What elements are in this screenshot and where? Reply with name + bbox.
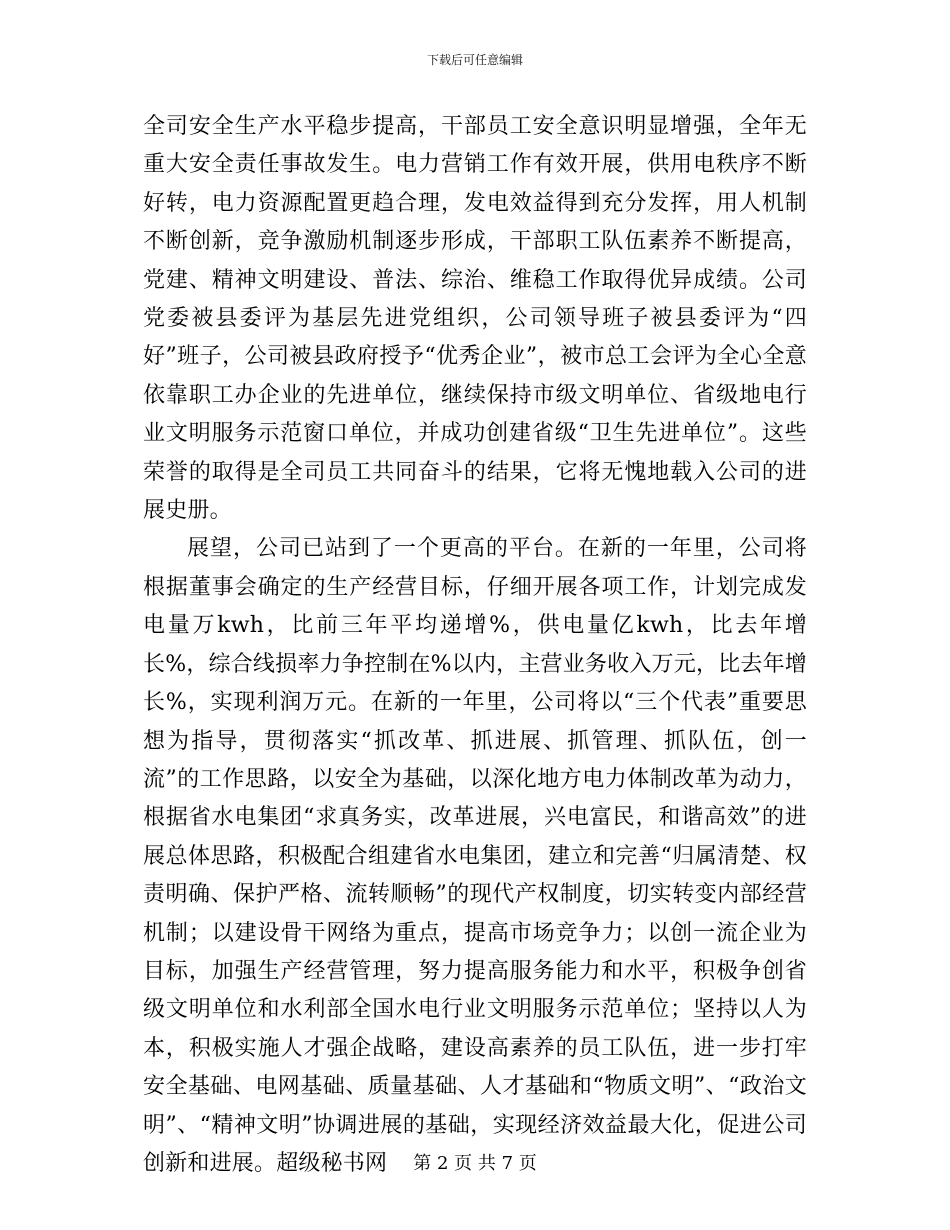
paragraph-outlook: 展望，公司已站到了一个更高的平台。在新的一年里，公司将根据董事会确定的生产经营目标，仔细开展各项工作，计划完成发电量万kwh，比前三年平均递增%，供电量亿kwh，比去年增长%，综合线损率力争控制在%以内，主营业务收入万元，比去年增长%，实现利润万元。在新的一年里，公司将以“三个代表”重要思想为指导，贯彻落实“抓改革、抓进展、抓管理、抓队伍，创一流”的工作思路，以安全为基础，以深化地方电力体制改革为动力，根据省水电集团“求真务实，改革进展，兴电富民，和谐高效”的进展总体思路，积极配合组建省水电集团，建立和完善“归属清楚、权责明确、保护严格、流转顺畅”的现代产权制度，切实转变内部经营机制；以建设骨干网络为重点，提高市场竞争力；以创一流企业为目标，加强生产经营管理，努力提高服务能力和水平，积极争创省级文明单位和水利部全国水电行业文明服务示范单位；坚持以人为本，积极实施人才强企战略，建设高素养的员工队伍，进一步打牢安全基础、电网基础、质量基础、人才基础和“物质文明”、“政治文明”、“精神文明”协调进展的基础，实现经济效益最大化，促进公司创新和进展。超级秘书网 <box>143 536 807 1176</box>
document-body <box>143 108 807 1183</box>
page-header-note: 下载后可任意编辑 <box>426 53 523 67</box>
paragraph-continued: 全司安全生产水平稳步提高，干部员工安全意识明显增强，全年无重大安全责任事故发生。电力营销工作有效开展，供用电秩序不断好转，电力资源配置更趋合理，发电效益得到充分发挥，用人机制不断创新，竞争激励机制逐步形成，干部职工队伍素养不断提高，党建、精神文明建设、普法、综治、维稳工作取得优异成绩。公司党委被县委评为基层先进党组织，公司领导班子被县委评为“四好”班子，公司被县政府授予“优秀企业”，被市总工会评为全心全意依靠职工办企业的先进单位，继续保持市级文明单位、省级地电行业文明服务示范窗口单位，并成功创建省级“卫生先进单位”。这些荣誉的取得是全司员工共同奋斗的结果，它将无愧地载入公司的进展史册。 <box>143 114 807 524</box>
page-number: 第 2 页 共 7 页 <box>413 1153 537 1174</box>
